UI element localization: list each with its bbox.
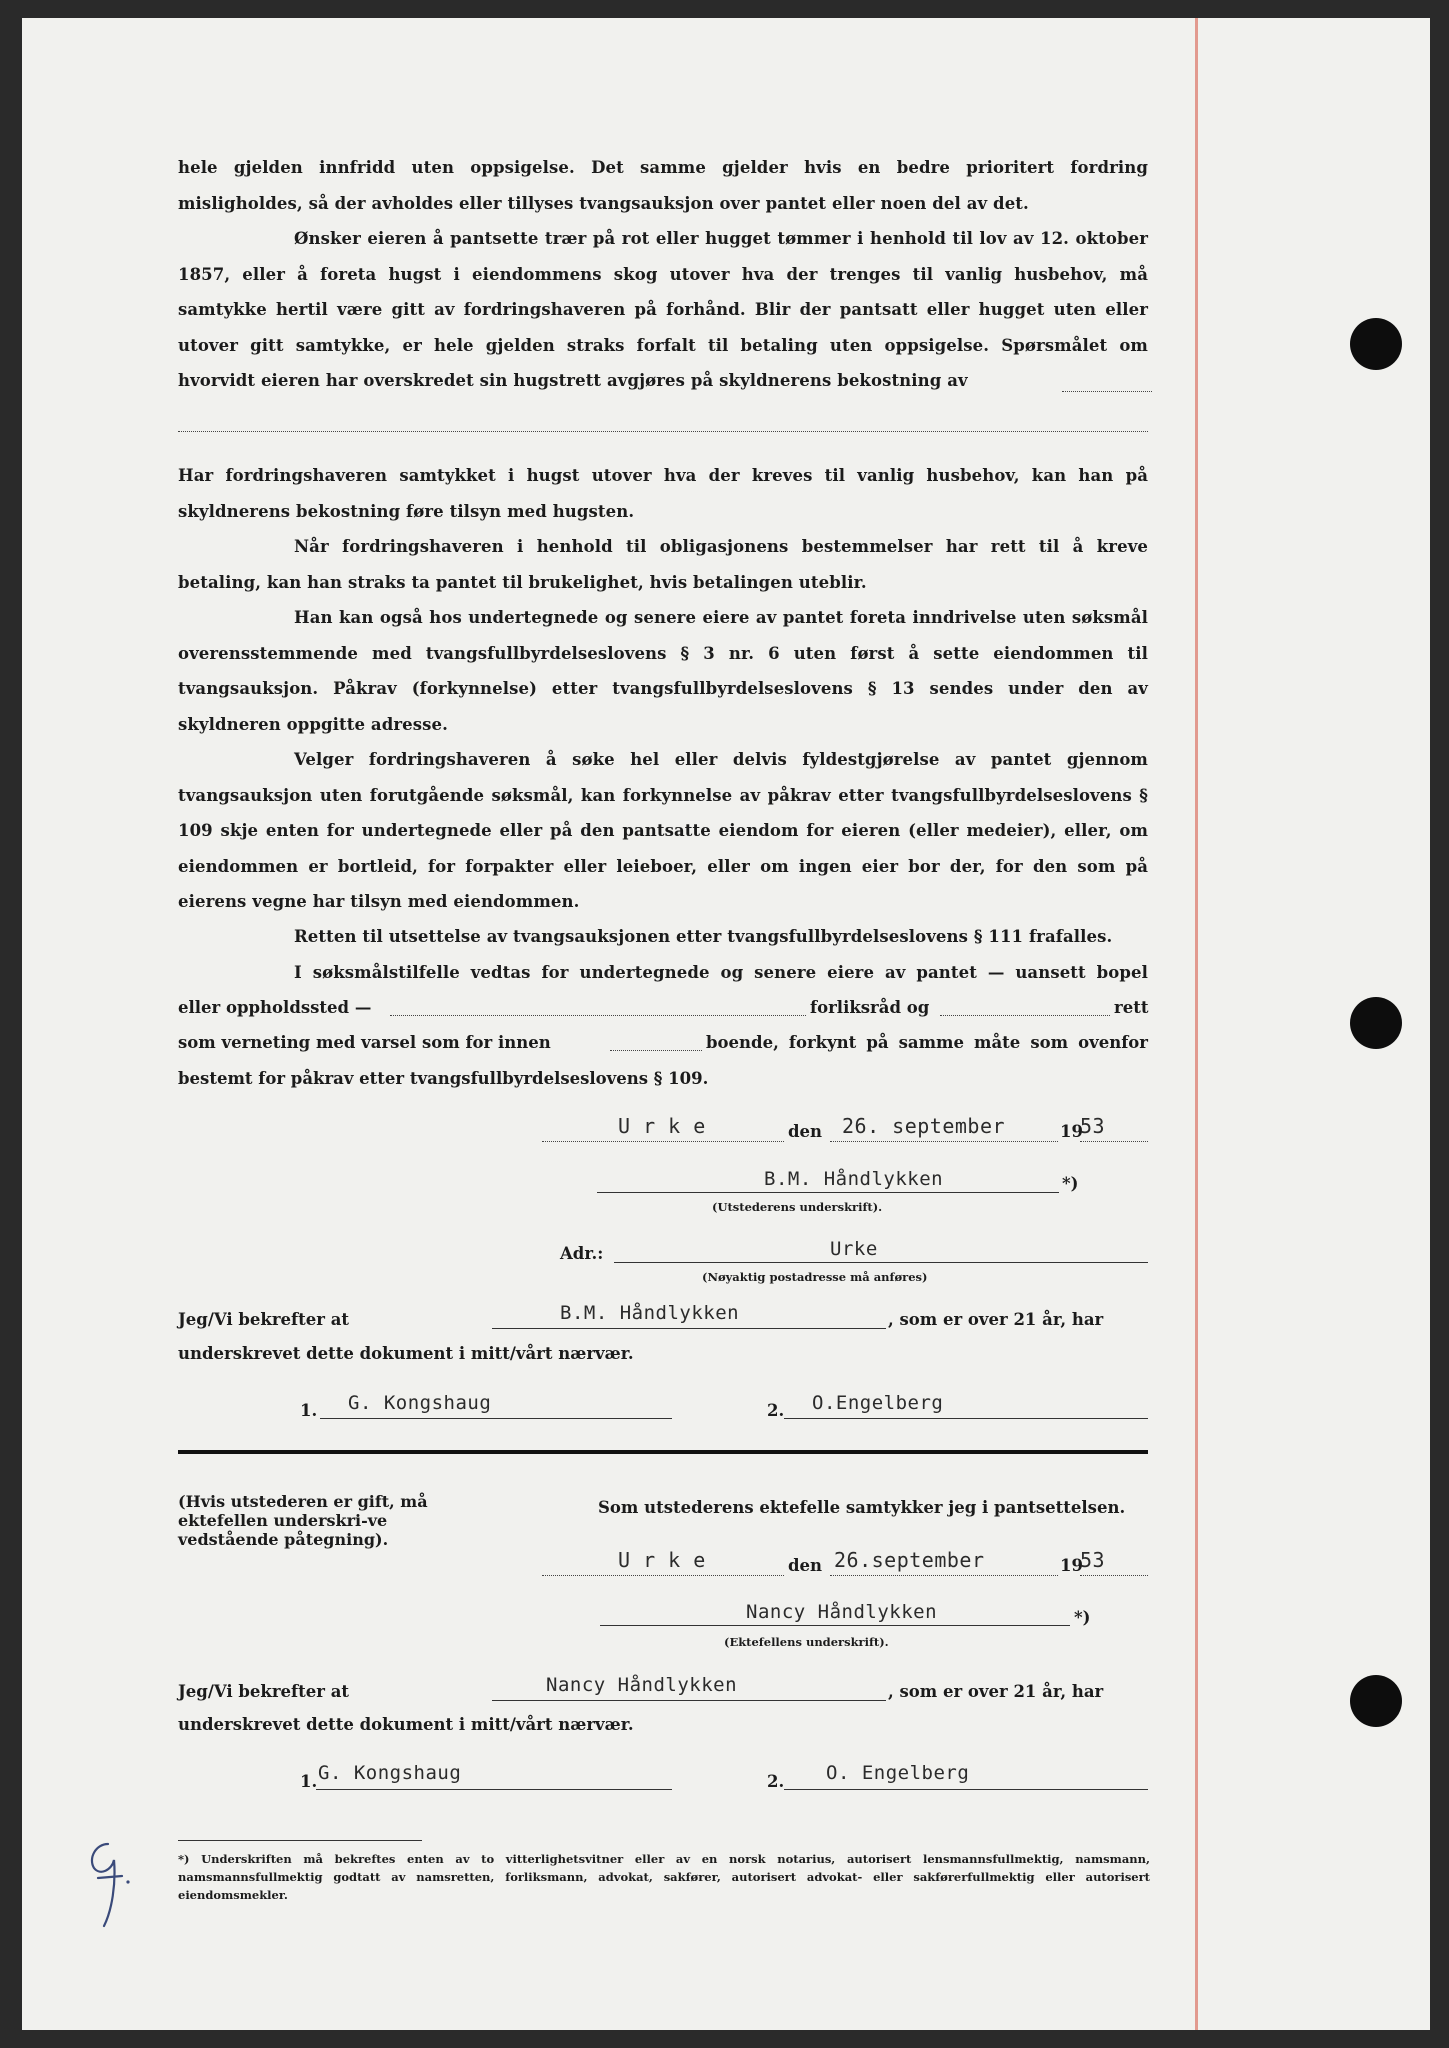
issuer-year-line [1080,1141,1148,1142]
handwritten-initials [78,1826,138,1936]
spouse-date-line [830,1575,1058,1576]
venue-blank-2 [940,1015,1110,1016]
issuer-place: U r k e [618,1114,706,1138]
confirm1-witness1-line [320,1418,672,1419]
spouse-date: 26.september [834,1548,985,1572]
issuer-signature-line [597,1192,1059,1193]
confirm1-suffix: , som er over 21 år, har [888,1310,1104,1329]
confirm1-witness2-line [784,1418,1148,1419]
venue-line-4: bestemt for påkrav etter tvangsfullbyrdelseslovens § 109. [178,1069,709,1088]
confirm2-suffix: , som er over 21 år, har [888,1682,1104,1701]
issuer-signature-caption: (Utstederens underskrift). [712,1200,883,1214]
venue-line-3a: som verneting med varsel som for innen [178,1033,551,1052]
venue-line-3b: boende, forkynt på samme måte som ovenfor [706,1033,1148,1052]
paragraph-7: Retten til utsettelse av tvangsauksjonen etter tvangsfullbyrdelseslovens § 111 frafalles. [294,927,1113,946]
confirm1-witness2: O.Engelberg [812,1392,944,1414]
issuer-den-label: den [788,1122,823,1141]
address-label: Adr.: [560,1244,604,1263]
confirm1-n1: 1. [300,1401,318,1420]
venue-blank-1 [390,1015,806,1016]
section-divider [178,1450,1148,1454]
spouse-den-label: den [788,1556,823,1575]
venue-blank-3 [610,1050,702,1051]
confirm2-witness1: G. Kongshaug [318,1762,462,1784]
paragraph-4: Når fordringshaveren i henhold til obligasjonens bestemmelser har rett til å kreve betaling, kan han straks ta pantet til brukelighet, hvis betalingen uteblir. [178,537,1148,592]
dotted-fill-hugst [1062,391,1152,392]
venue-line-2c: rett [1114,998,1149,1017]
confirm1-line2: underskrevet dette dokument i mitt/vårt nærvær. [178,1344,634,1363]
spouse-year-prefix: 19 [1060,1556,1083,1575]
footnote-rule [178,1840,422,1841]
spouse-place: U r k e [618,1548,706,1572]
spouse-signature: Nancy Håndlykken [746,1601,938,1623]
paragraph-6: Velger fordringshaveren å søke hel eller delvis fyldestgjørelse av pantet gjennom tvangsauksjon uten forutgående søksmål, kan forkynnelse av påkrav etter tvangsfullbyrdelseslovens § 109 skje enten for undertegnede eller på den pantsatte eiendom for eieren (eller medeier), eller, om eiendommen er bortleid, for forpakter eller leieboer, eller om ingen eier bor der, for den som på eierens vegne har tilsyn med eiendommen. [178,750,1148,911]
footnote: *) Underskriften må bekreftes enten av to vitterlighetsvitner eller av en norsk notarius, autorisert lensmannsfullmektig, namsmann, namsmannsfullmektig godtatt av namsretten, forliksmann, advokat, sakfører, autorisert advokat- eller sakførerfullmektig eller autorisert eiendomsmekler. [178,1852,1150,1902]
confirm2-line2: underskrevet dette dokument i mitt/vårt nærvær. [178,1715,634,1734]
document-page [22,18,1430,2030]
punch-hole-middle [1350,997,1402,1049]
paragraph-2: Ønsker eieren å pantsette trær på rot eller hugget tømmer i henhold til lov av 12. oktober 1857, eller å foreta hugst i eiendommens skog utover hva der trenges til vanlig husbehov, må samtykke hertil være gitt av fordringshaveren på forhånd. Blir der pantsatt eller hugget uten eller utover gitt samtykke, er hele gjelden straks forfalt til betaling uten oppsigelse. Spørsmålet om hvorvidt eieren har overskredet sin hugstrett avgjøres på skyldnerens bekostning av [178,229,1148,390]
issuer-date: 26. september [842,1114,1006,1138]
issuer-date-line [830,1141,1058,1142]
confirm2-witness1-line [316,1789,672,1790]
confirm1-witness1: G. Kongshaug [348,1392,492,1414]
paragraph-1: hele gjelden innfridd uten oppsigelse. Det samme gjelder hvis en bedre prioritert fordring misligholdes, så der avholdes eller tillyses tvangsauksjon over pantet eller noen del av det. [178,158,1148,213]
spouse-signature-line [600,1625,1070,1626]
issuer-address: Urke [830,1238,878,1260]
confirm2-name-line [492,1700,886,1701]
issuer-year-prefix: 19 [1060,1122,1083,1141]
issuer-signature-asterisk: *) [1062,1174,1079,1193]
red-margin-rule [1195,18,1198,2030]
confirm1-name: B.M. Håndlykken [560,1302,740,1324]
spouse-year-suffix: 53 [1080,1548,1106,1572]
address-line [614,1262,1148,1263]
dotted-line-full [178,431,1148,432]
venue-line-2b: forliksråd og [810,998,930,1017]
confirm1-name-line [492,1328,886,1329]
issuer-place-line [542,1141,784,1142]
spouse-place-line [542,1575,784,1576]
confirm1-prefix: Jeg/Vi bekrefter at [178,1310,350,1329]
confirm2-prefix: Jeg/Vi bekrefter at [178,1682,350,1701]
venue-line-2a: eller oppholdssted — [178,998,372,1017]
confirm2-name: Nancy Håndlykken [546,1674,738,1696]
spouse-signature-asterisk: *) [1074,1608,1091,1627]
confirm2-witness2-line [784,1789,1148,1790]
confirm2-witness2: O. Engelberg [826,1762,970,1784]
spouse-left-note: (Hvis utstederen er gift, må ektefellen underskri-ve vedstående påtegning). [178,1492,428,1549]
paragraph-3: Har fordringshaveren samtykket i hugst utover hva der kreves til vanlig husbehov, kan han på skyldnerens bekostning føre tilsyn med hugsten. [178,466,1148,521]
issuer-year-suffix: 53 [1080,1114,1106,1138]
spouse-year-line [1080,1575,1148,1576]
punch-hole-top [1350,318,1402,370]
confirm2-n1: 1. [300,1772,318,1791]
spouse-signature-caption: (Ektefellens underskrift). [724,1635,889,1649]
issuer-signature: B.M. Håndlykken [764,1168,944,1190]
confirm1-n2: 2. [767,1401,785,1420]
punch-hole-bottom [1350,1675,1402,1727]
address-caption: (Nøyaktig postadresse må anføres) [702,1270,928,1284]
confirm2-n2: 2. [767,1772,785,1791]
venue-line-1: I søksmålstilfelle vedtas for undertegnede og senere eiere av pantet — uansett bopel [294,963,1148,982]
spouse-consent: Som utstederens ektefelle samtykker jeg i pantsettelsen. [598,1498,1126,1517]
paragraph-5: Han kan også hos undertegnede og senere eiere av pantet foreta inndrivelse uten søksmål overensstemmende med tvangsfullbyrdelseslovens § 3 nr. 6 uten først å sette eiendommen til tvangsauksjon. Påkrav (forkynnelse) etter tvangsfullbyrdelseslovens § 13 sendes under den av skyldneren oppgitte adresse. [178,608,1148,734]
